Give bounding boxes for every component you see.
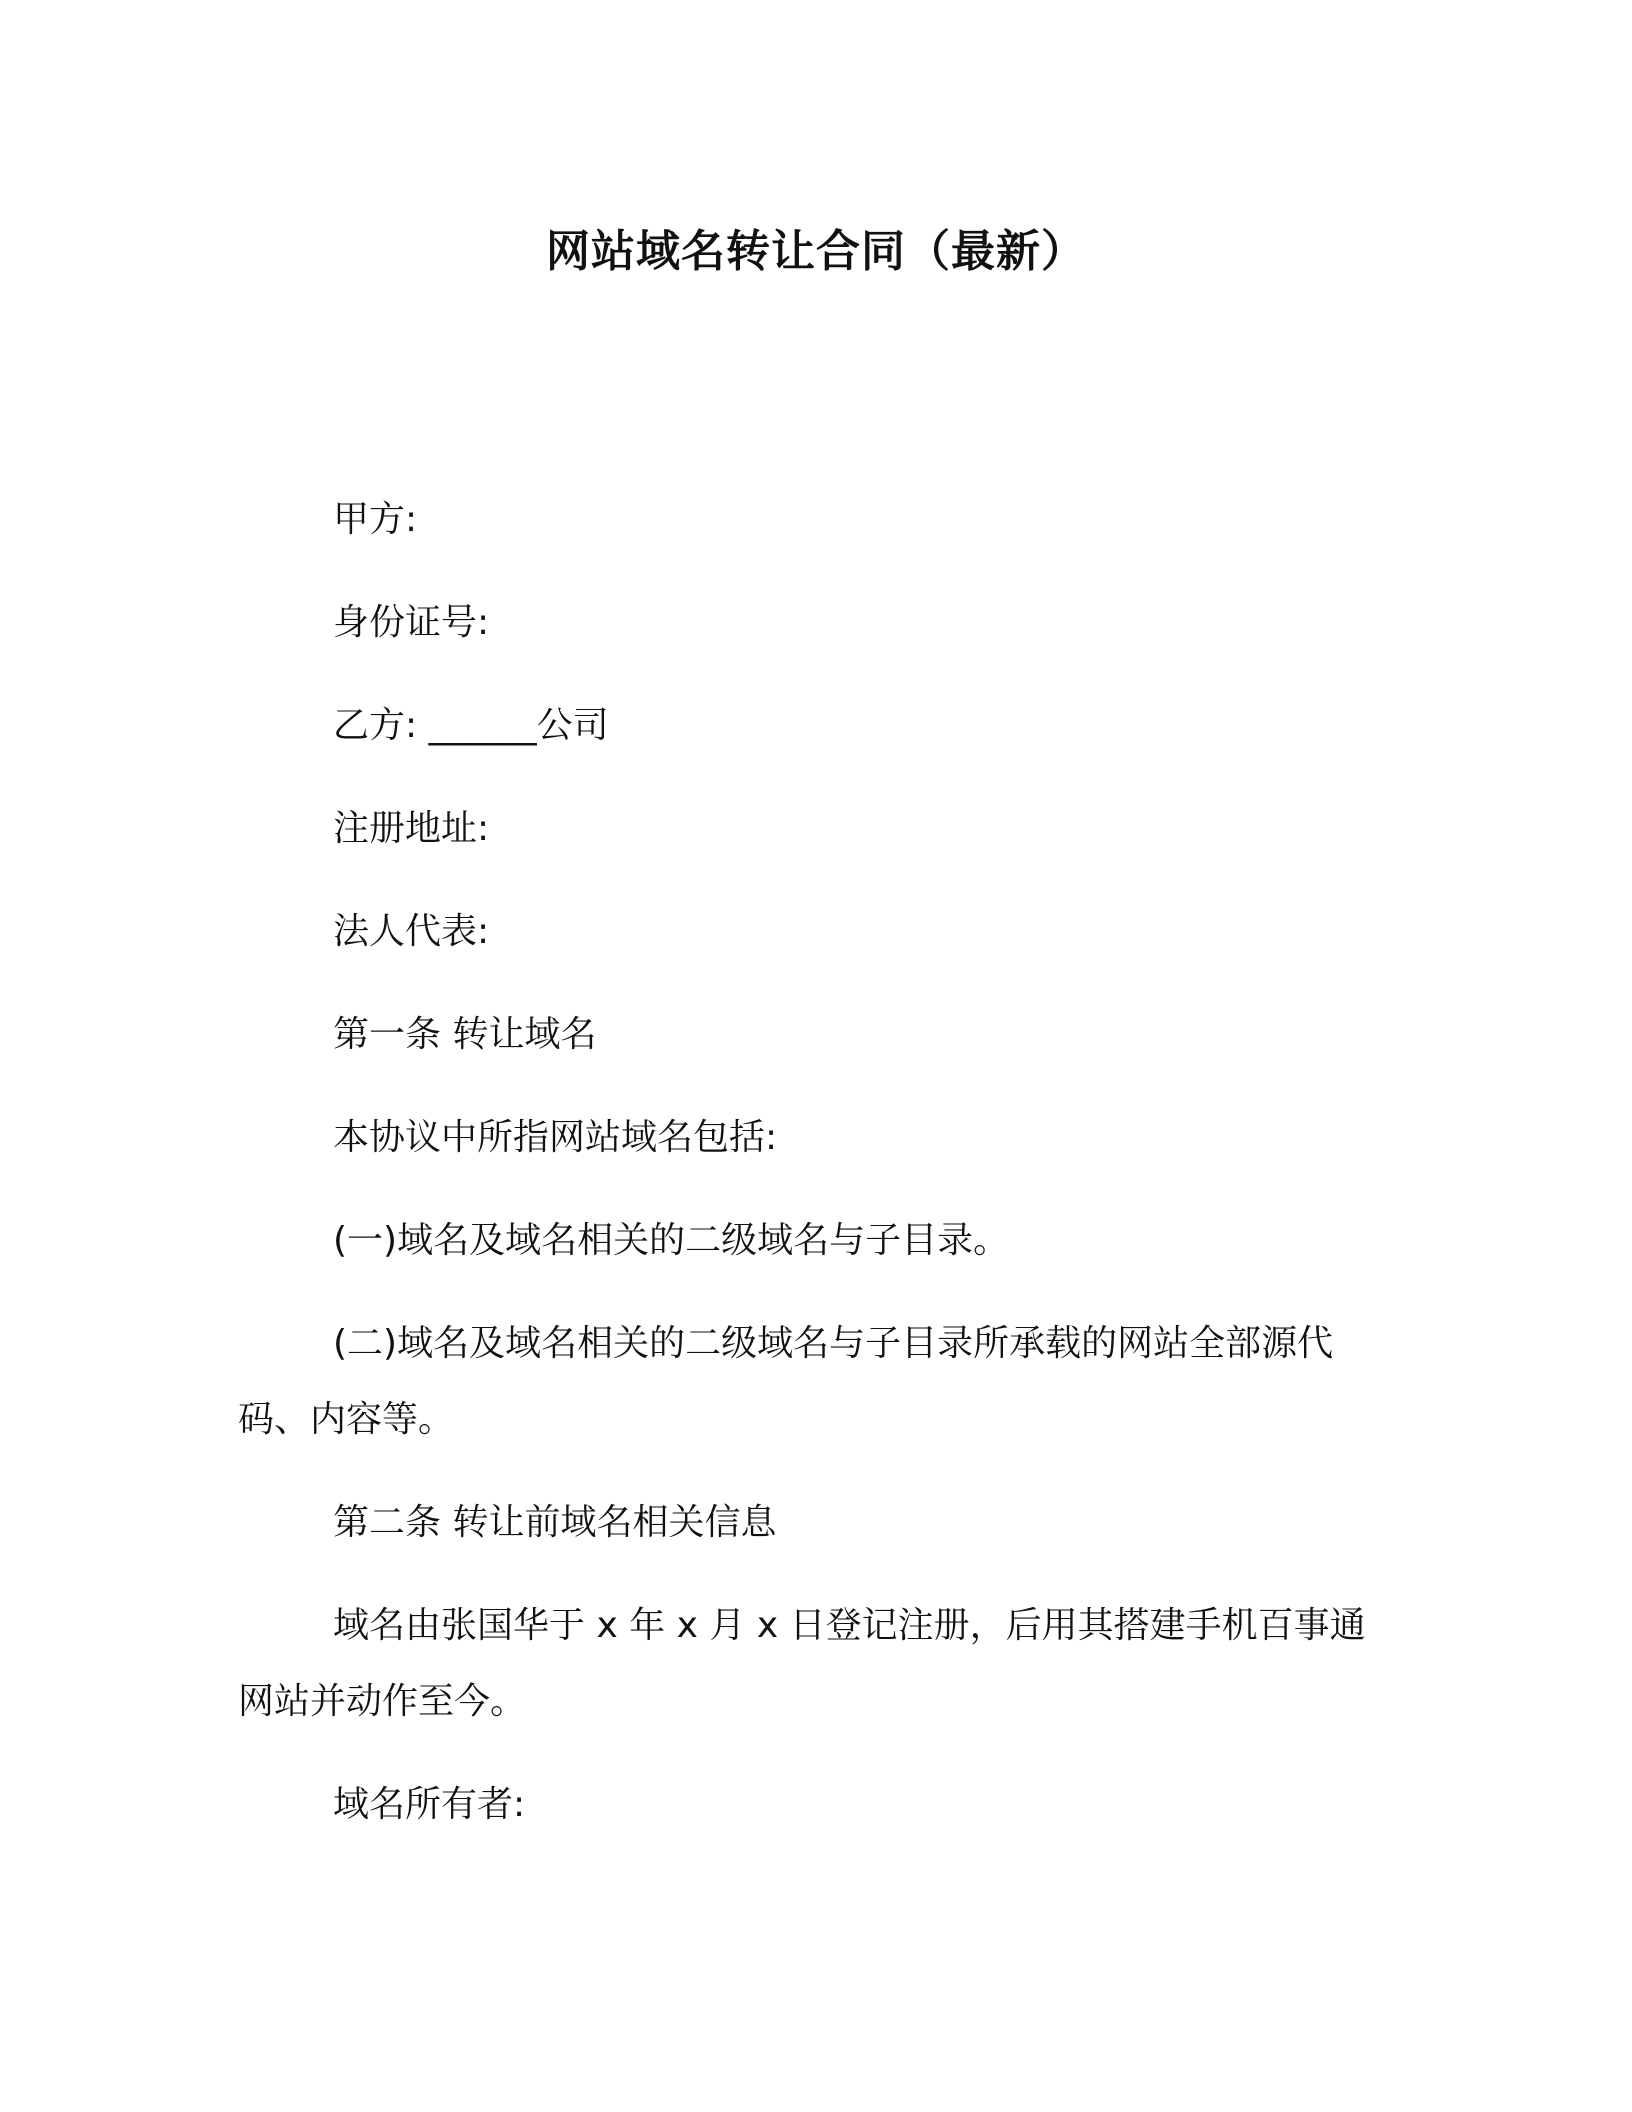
article-1-item-2: (二)域名及域名相关的二级域名与子目录所承载的网站全部源代 — [333, 1323, 1334, 1364]
article-1-item-2-continued: 码、内容等。 — [238, 1399, 455, 1440]
id-number-line: 身份证号: — [333, 602, 490, 643]
domain-owner-line: 域名所有者: — [333, 1784, 526, 1825]
article-2-paragraph-continued: 网站并动作至今。 — [238, 1681, 527, 1722]
article-1-heading: 第一条 转让域名 — [333, 1014, 597, 1055]
article-1-intro: 本协议中所指网站域名包括: — [333, 1117, 778, 1158]
registered-address-line: 注册地址: — [333, 808, 490, 849]
document-title: 网站域名转让合同（最新） — [546, 226, 1086, 277]
party-b-line: 乙方: ______公司 — [333, 705, 609, 746]
article-2-paragraph: 域名由张国华于 x 年 x 月 x 日登记注册，后用其搭建手机百事通 — [333, 1605, 1366, 1646]
party-a-line: 甲方: — [333, 499, 418, 540]
legal-representative-line: 法人代表: — [333, 911, 490, 952]
article-1-item-1: (一)域名及域名相关的二级域名与子目录。 — [333, 1220, 1010, 1261]
article-2-heading: 第二条 转让前域名相关信息 — [333, 1502, 777, 1543]
